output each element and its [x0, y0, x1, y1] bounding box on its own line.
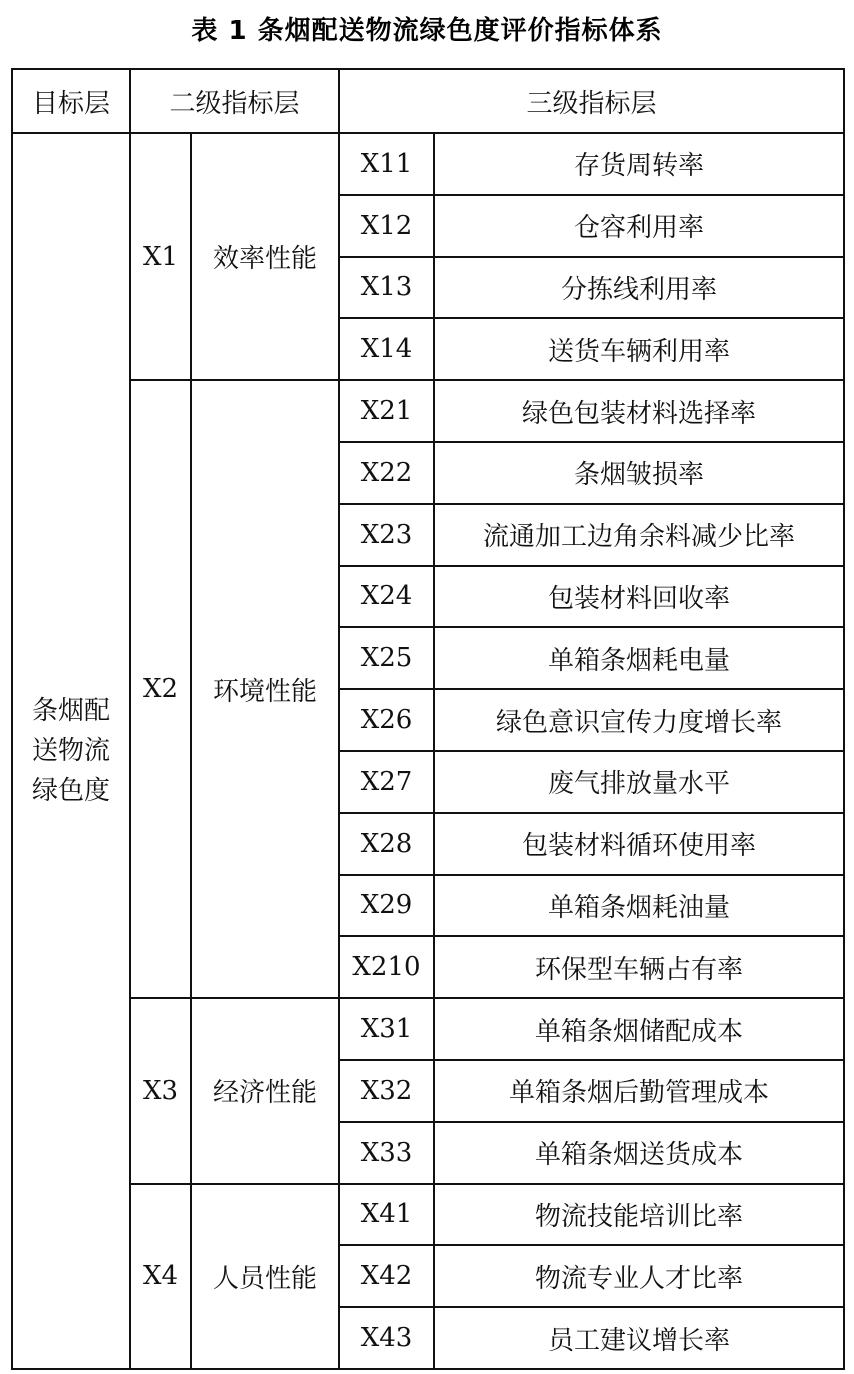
header-target-layer: 目标层	[12, 69, 130, 133]
third-level-name: 单箱条烟储配成本	[434, 998, 844, 1060]
indicator-table	[11, 68, 845, 1370]
third-level-code: X41	[339, 1184, 434, 1246]
header-third-layer: 三级指标层	[339, 69, 844, 133]
third-level-code: X11	[339, 133, 434, 195]
target-layer-line: 绿色度	[31, 775, 110, 806]
third-level-name: 包装材料循环使用率	[434, 813, 844, 875]
target-layer-line: 条烟配	[31, 695, 110, 726]
third-level-name: 送货车辆利用率	[434, 318, 844, 380]
third-level-name: 员工建议增长率	[434, 1307, 844, 1369]
third-level-code: X13	[339, 257, 434, 319]
third-level-code: X14	[339, 318, 434, 380]
table-row	[12, 1184, 844, 1246]
third-level-code: X31	[339, 998, 434, 1060]
target-layer-cell	[12, 133, 130, 1369]
table-row	[12, 133, 844, 195]
second-level-name: 经济性能	[191, 998, 339, 1183]
second-level-name: 人员性能	[191, 1184, 339, 1369]
third-level-code: X32	[339, 1060, 434, 1122]
third-level-code: X24	[339, 566, 434, 628]
table-title: 表 1 条烟配送物流绿色度评价指标体系	[191, 16, 663, 46]
target-layer-line: 送物流	[31, 735, 110, 766]
third-level-code: X21	[339, 380, 434, 442]
third-level-name: 单箱条烟送货成本	[434, 1122, 844, 1184]
third-level-code: X26	[339, 689, 434, 751]
third-level-name: 单箱条烟耗电量	[434, 627, 844, 689]
third-level-name: 包装材料回收率	[434, 566, 844, 628]
table-row	[12, 998, 844, 1060]
third-level-name: 仓容利用率	[434, 195, 844, 257]
second-level-code: X1	[130, 133, 191, 380]
third-level-name: 绿色包装材料选择率	[434, 380, 844, 442]
third-level-code: X43	[339, 1307, 434, 1369]
third-level-name: 分拣线利用率	[434, 257, 844, 319]
third-level-name: 废气排放量水平	[434, 751, 844, 813]
second-level-name: 环境性能	[191, 380, 339, 998]
third-level-name: 存货周转率	[434, 133, 844, 195]
third-level-code: X12	[339, 195, 434, 257]
table-row	[12, 380, 844, 442]
second-level-name: 效率性能	[191, 133, 339, 380]
third-level-code: X33	[339, 1122, 434, 1184]
second-level-code: X4	[130, 1184, 191, 1369]
header-second-layer: 二级指标层	[130, 69, 339, 133]
third-level-name: 流通加工边角余料减少比率	[434, 504, 844, 566]
third-level-name: 物流专业人才比率	[434, 1245, 844, 1307]
third-level-name: 单箱条烟后勤管理成本	[434, 1060, 844, 1122]
third-level-name: 条烟皱损率	[434, 442, 844, 504]
third-level-code: X22	[339, 442, 434, 504]
third-level-code: X42	[339, 1245, 434, 1307]
third-level-name: 物流技能培训比率	[434, 1184, 844, 1246]
third-level-name: 单箱条烟耗油量	[434, 875, 844, 937]
third-level-code: X29	[339, 875, 434, 937]
third-level-name: 环保型车辆占有率	[434, 936, 844, 998]
table-header-row	[12, 69, 844, 133]
third-level-name: 绿色意识宣传力度增长率	[434, 689, 844, 751]
third-level-code: X210	[339, 936, 434, 998]
third-level-code: X28	[339, 813, 434, 875]
second-level-code: X2	[130, 380, 191, 998]
third-level-code: X27	[339, 751, 434, 813]
second-level-code: X3	[130, 998, 191, 1183]
third-level-code: X23	[339, 504, 434, 566]
third-level-code: X25	[339, 627, 434, 689]
